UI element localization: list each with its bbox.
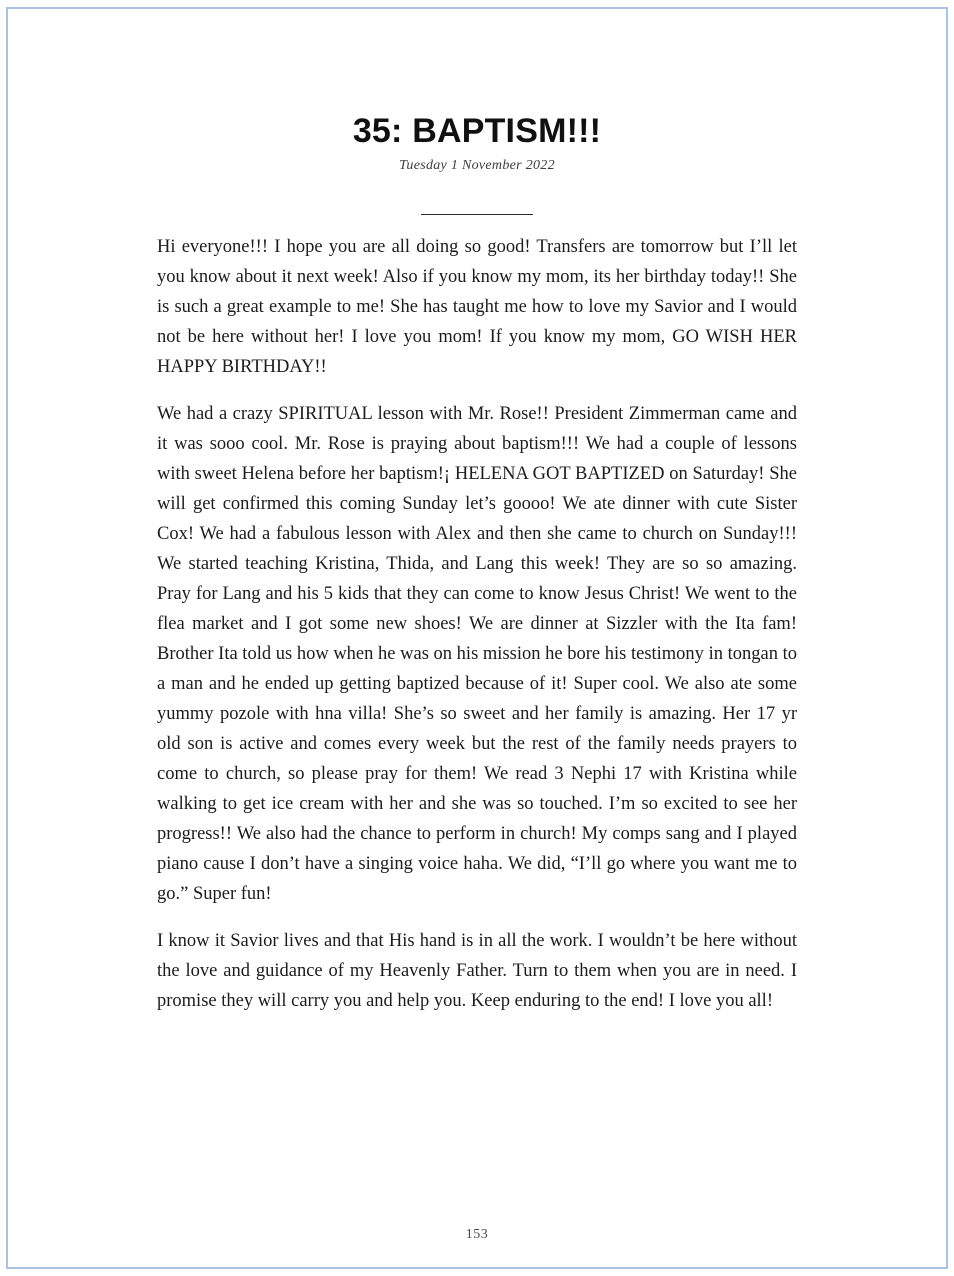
page-title: 35: BAPTISM!!! (352, 112, 602, 150)
section-divider (421, 214, 533, 215)
body-paragraph: I know it Savior lives and that His hand is in all the work. I wouldn’t be here without the love and guidance of my Heavenly Father. Turn to them when you are in need. I promise they will carry you and help you. Keep enduring to the end! I love you all! (157, 931, 797, 1011)
page-number: 153 (465, 1227, 489, 1242)
body-paragraph: We had a crazy SPIRITUAL lesson with Mr. Rose!! President Zimmerman came and it was sooo cool. Mr. Rose is praying about baptism!!! We had a couple of lessons with sweet Helena before her baptism!¡ HELENA GOT BAPTIZED on Saturday! She will get confirmed this coming Sunday let’s goooo! We ate dinner with cute Sister Cox! We had a fabulous lesson with Alex and then she came to church on Sunday!!! We started teaching Kristina, Thida, and Lang this week! They are so so amazing. Pray for Lang and his 5 kids that they can come to know Jesus Christ! We went to the flea market and I got some new shoes! We are dinner at Sizzler with the Ita fam! Brother Ita told us how when he was on his mission he bore his testimony in tongan to a man and he ended up getting baptized because of it! Super cool. We also ate some yummy pozole with hna villa! She’s so sweet and her family is amazing. Her 17 yr old son is active and comes every week but the rest of the family needs prayers to come to church, so please pray for them! We read 3 Nephi 17 with Kristina while walking to get ice cream with her and she was so touched. I’m so excited to see her progress!! We also had the chance to perform in church! My comps sang and I played piano cause I don’t have a singing voice haha. We did, “I’ll go where you want me to go.” Super fun! (157, 404, 797, 904)
page-date: Tuesday 1 November 2022 (399, 158, 555, 173)
body-paragraph: Hi everyone!!! I hope you are all doing so good! Transfers are tomorrow but I’ll let you know about it next week! Also if you know my mom, its her birthday today!! She is such a great example to me! She has taught me how to love my Savior and I would not be here without her! I love you mom! If you know my mom, GO WISH HER HAPPY BIRTHDAY!! (157, 237, 797, 377)
letter-body (157, 232, 797, 1016)
page-content (157, 0, 797, 1016)
